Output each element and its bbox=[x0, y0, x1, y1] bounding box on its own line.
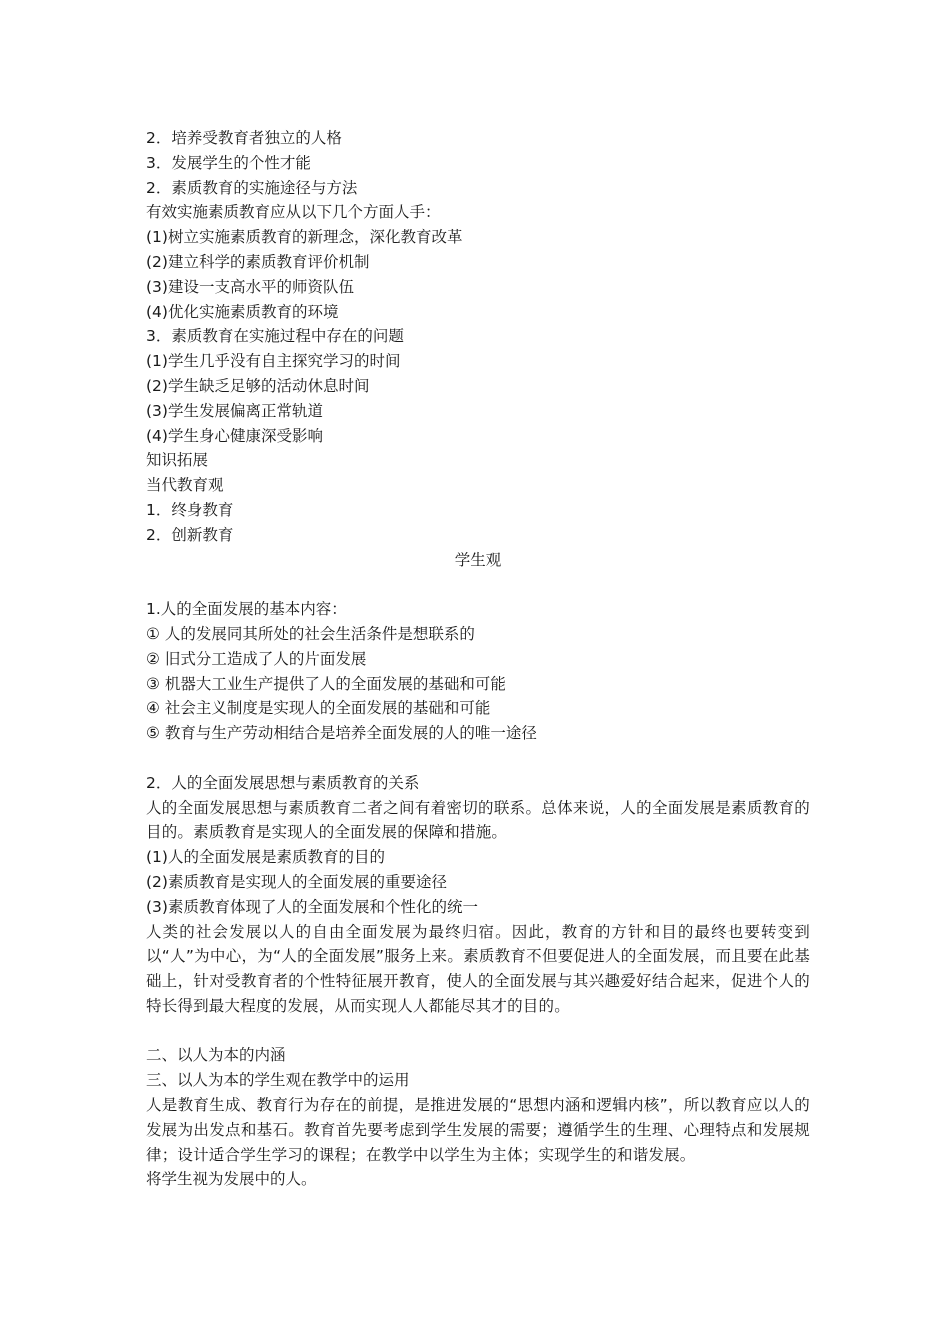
paragraph: 人是教育生成、教育行为存在的前提，是推进发展的“思想内涵和逻辑内核”，所以教育应以人的发展为出发点和基石。教育首先要考虑到学生发展的需要；遵循学生的生理、心理特点和发展规律；设计适合学生学习的课程；在教学中以学生为主体；实现学生的和谐发展。 bbox=[146, 1096, 810, 1164]
list-item: (2)建立科学的素质教育评价机制 bbox=[146, 252, 370, 271]
list-item: (2)学生缺乏足够的活动休息时间 bbox=[146, 376, 370, 395]
list-item: ③ 机器大工业生产提供了人的全面发展的基础和可能 bbox=[146, 674, 506, 693]
list-item: (4)学生身心健康深受影响 bbox=[146, 426, 323, 445]
paragraph: 人的全面发展思想与素质教育二者之间有着密切的联系。总体来说，人的全面发展是素质教育的目的。素质教育是实现人的全面发展的保障和措施。 bbox=[146, 798, 810, 842]
list-item: (1)人的全面发展是素质教育的目的 bbox=[146, 848, 385, 867]
text-line: 2．培养受教育者独立的人格 bbox=[146, 129, 342, 147]
list-item: (2)素质教育是实现人的全面发展的重要途径 bbox=[146, 872, 447, 891]
text-line: 1.人的全面发展的基本内容： bbox=[146, 600, 347, 619]
section-heading: 3．素质教育在实施过程中存在的问题 bbox=[146, 327, 404, 346]
text-line: 有效实施素质教育应从以下几个方面人手： bbox=[146, 203, 441, 222]
document-page bbox=[146, 126, 810, 1192]
text-line: 当代教育观 bbox=[146, 476, 224, 495]
list-item: (1)树立实施素质教育的新理念，深化教育改革 bbox=[146, 228, 463, 247]
blank-line bbox=[146, 746, 810, 771]
blank-line bbox=[146, 1019, 810, 1044]
text-line: 将学生视为发展中的人。 bbox=[146, 1170, 317, 1189]
list-item: (4)优化实施素质教育的环境 bbox=[146, 302, 339, 321]
list-item: 1．终身教育 bbox=[146, 500, 234, 519]
list-item: ⑤ 教育与生产劳动相结合是培养全面发展的人的唯一途径 bbox=[146, 724, 537, 743]
text-line: 3．发展学生的个性才能 bbox=[146, 153, 311, 172]
list-item: ① 人的发展同其所处的社会生活条件是想联系的 bbox=[146, 624, 475, 643]
blank-line bbox=[146, 572, 810, 597]
text-line: 知识拓展 bbox=[146, 451, 209, 470]
section-heading: 2．素质教育的实施途径与方法 bbox=[146, 178, 358, 197]
section-heading: 2．人的全面发展思想与素质教育的关系 bbox=[146, 773, 420, 792]
page-heading: 学生观 bbox=[454, 550, 502, 569]
list-item: (3)学生发展偏离正常轨道 bbox=[146, 401, 323, 420]
list-item: ② 旧式分工造成了人的片面发展 bbox=[146, 649, 367, 668]
list-item: ④ 社会主义制度是实现人的全面发展的基础和可能 bbox=[146, 699, 491, 718]
paragraph: 人类的社会发展以人的自由全面发展为最终归宿。因此，教育的方针和目的最终也要转变到以“人”为中心，为“人的全面发展”服务上来。素质教育不但要促进人的全面发展，而且要在此基础上，针对受教育者的个性特征展开教育，使人的全面发展与其兴趣爱好结合起来，促进个人的特长得到最大程度的发展，从而实现人人都能尽其才的目的。 bbox=[146, 922, 810, 1015]
section-heading: 三、以人为本的学生观在教学中的运用 bbox=[146, 1071, 410, 1090]
list-item: (3)建设一支高水平的师资队伍 bbox=[146, 277, 354, 296]
section-heading: 二、以人为本的内涵 bbox=[146, 1046, 286, 1065]
list-item: 2．创新教育 bbox=[146, 525, 234, 544]
list-item: (1)学生几乎没有自主探究学习的时间 bbox=[146, 352, 401, 371]
list-item: (3)素质教育体现了人的全面发展和个性化的统一 bbox=[146, 897, 478, 916]
